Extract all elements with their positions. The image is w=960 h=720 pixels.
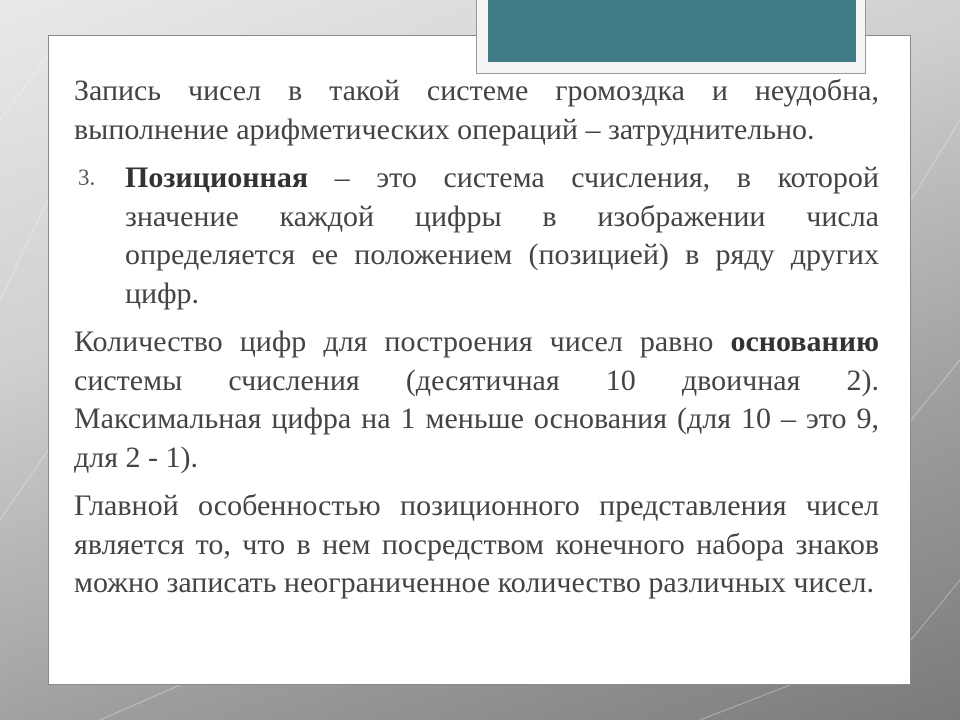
paragraph-digit-count <box>74 323 879 477</box>
paragraph-digit-count-lead: Количество цифр для построения чисел равно <box>74 325 731 358</box>
paragraph-digit-count-rest: системы счисления (десятичная 10 двоичная 2). Максимальная цифра на 1 меньше основания (для 10 – это 9, для 2 - 1). <box>74 363 879 474</box>
term-positional: Позиционная <box>125 161 309 194</box>
slide-text <box>74 72 879 603</box>
list-item-number: 3. <box>78 165 96 190</box>
term-base: основанию <box>730 325 879 358</box>
definition-positional: – это система счисления, в которой значение каждой цифры в изображении числа определяется ее положением (позицией) в ряду других цифр. <box>125 161 879 310</box>
title-accent-block <box>488 0 856 62</box>
paragraph-main-feature: Главной особенностью позиционного представления чисел является то, что в нем посредством конечного набора знаков можно записать неограниченное количество различных чисел. <box>74 489 879 599</box>
paragraph-cumbersome: Запись чисел в такой системе громоздка и неудобна, выполнение арифметических операций – затруднительно. <box>74 74 879 146</box>
list-item-positional <box>74 159 879 313</box>
